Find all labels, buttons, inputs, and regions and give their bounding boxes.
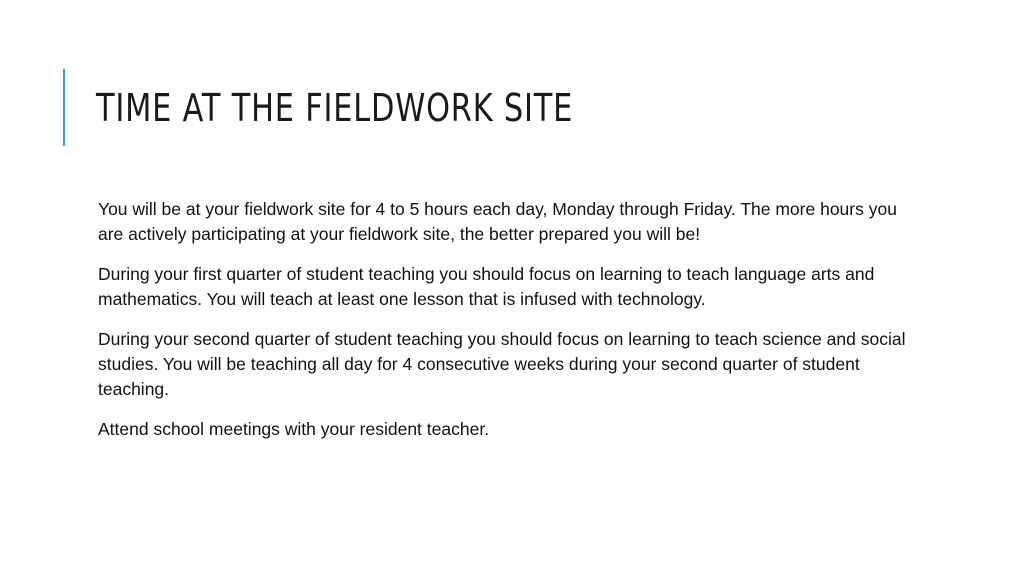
body-paragraph-2: During your first quarter of student teaching you should focus on learning to teach language arts and mathematics. You will teach at least one lesson that is infused with technology. (98, 264, 875, 309)
body-paragraph-3: During your second quarter of student teaching you should focus on learning to teach science and social studies. You will be teaching all day for 4 consecutive weeks during your second quarter of student teaching. (98, 329, 906, 399)
slide-title: TIME AT THE FIELDWORK SITE (96, 86, 574, 130)
title-accent-bar (63, 69, 65, 146)
body-paragraph-4: Attend school meetings with your resident teacher. (98, 419, 490, 439)
body-paragraph-1: You will be at your fieldwork site for 4 to 5 hours each day, Monday through Friday. The more hours you are actively participating at your fieldwork site, the better prepared you will be! (98, 199, 897, 244)
slide-body (98, 197, 918, 457)
